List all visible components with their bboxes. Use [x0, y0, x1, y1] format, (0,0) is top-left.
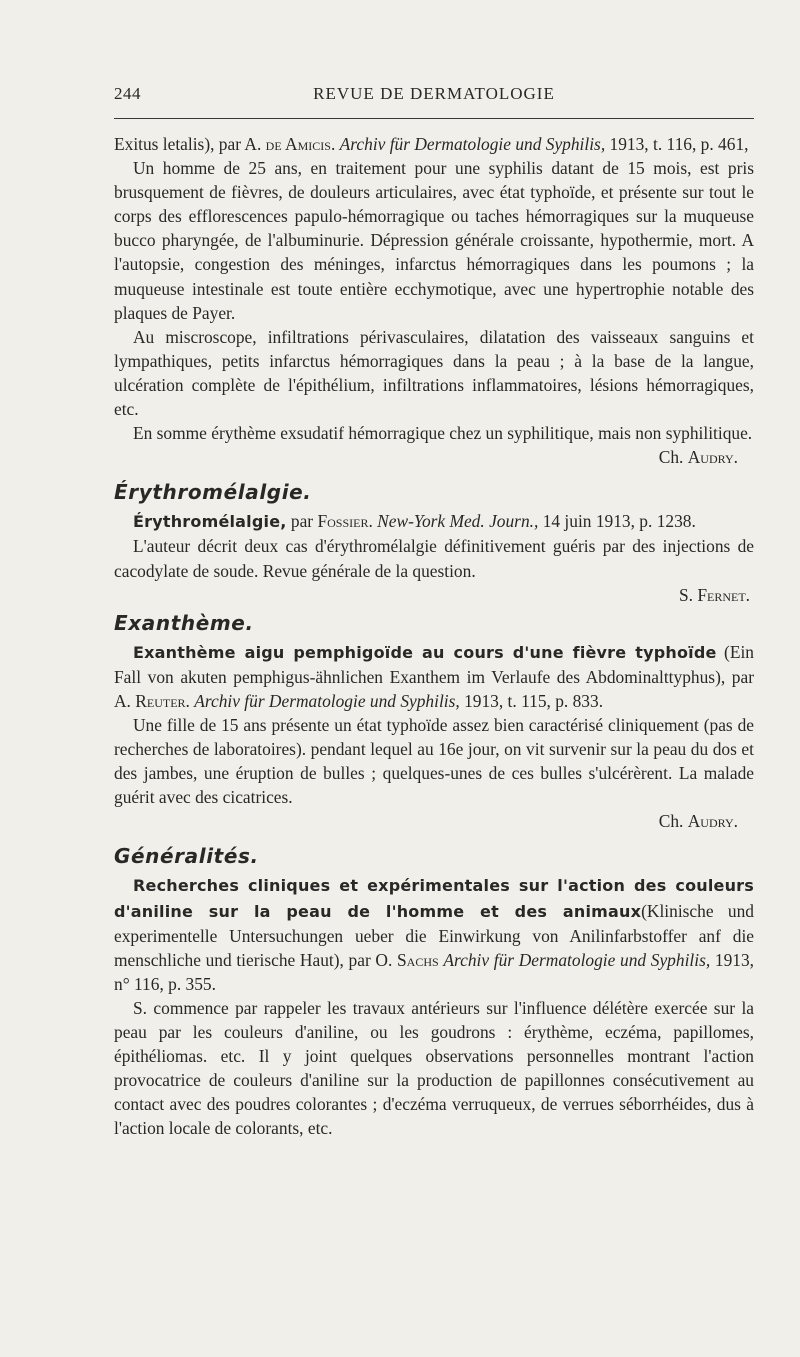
author-name: Sachs — [397, 949, 439, 970]
journal-name: New-York Med. Journ., — [377, 511, 539, 532]
article-title: Recherches cliniques et expérimentales sur l'action des couleurs d'aniline sur la peau de l'homme et des animaux — [114, 876, 754, 921]
author-name: de Amicis — [265, 134, 331, 154]
journal-name: Archiv für Dermatologie und Syphilis, — [194, 690, 460, 711]
article-reference: Exitus letalis), par A. de Amicis. Archiv für Dermatologie und Syphilis, 1913, t. 116, p. 461, — [114, 134, 749, 154]
article-reference: Exanthème aigu pemphigoïde au cours d'une fièvre typhoïde (Ein Fall von akuten pemphigus-ähnlichen Exanthem im Verlaufe des Abdominalttyphus), par A. Reuter. Archiv für Dermatologie und Syphilis, 1913, t. 115, p. 833. — [114, 641, 754, 711]
article-title: Exanthème aigu pemphigoïde au cours d'une fièvre typhoïde — [133, 642, 717, 662]
signature: Ch. Audry. — [658, 447, 738, 468]
section-heading: Généralités. — [114, 844, 259, 869]
paragraph: S. commence par rappeler les travaux antérieurs sur l'influence délétère exercée sur la peau par les couleurs d'aniline, ou les goudrons : érythème, eczéma, papillomes, épithéliomas. etc. Il y joint quelques observations personnelles montrant l'action provocatrice de couleurs d'aniline sur la production de papillonnes consécutivement au contact avec des poudres colorantes ; d'eczéma verruqueux, de verrues séborrhéides, dus à l'action locale de colorants, etc. — [114, 997, 754, 1139]
journal-name: Archiv für Dermatologie und Syphilis, — [339, 134, 606, 154]
section-heading: Exanthème. — [114, 610, 254, 635]
journal-name: Archiv für Dermatologie und Syphilis, — [443, 949, 711, 970]
header-rule — [114, 118, 754, 119]
article-title: Érythromélalgie, — [133, 512, 287, 532]
paragraph: Une fille de 15 ans présente un état typhoïde assez bien caractérisé cliniquement (pas de recherches de laboratoires). pendant lequel au 16e jour, on vit survenir sur la peau du dos et des jambes, une éruption de bulles ; quelques-unes de ces bulles s'ulcérèrent. La malade guérit avec des cicatrices. — [114, 714, 754, 808]
running-header — [114, 84, 754, 110]
section-heading: Érythromélalgie. — [114, 480, 312, 505]
author-name: Fossier — [317, 511, 369, 532]
paragraph: Un homme de 25 ans, en traitement pour une syphilis datant de 15 mois, est pris brusquement de fièvres, de douleurs articulaires, avec état typhoïde, et présente sur tout le corps des efflorescences papulo-hémorragique ou taches hémorragiques sur la muqueuse bucco pharyngée, de l'albuminurie. Dépression générale croissante, hypothermie, mort. A l'autopsie, congestion des méninges, infarctus hémorragiques dans les poumons ; la muqueuse intestinale est toute entière ecchymotique, avec une hypertrophie notable des plaques de Payer. — [114, 158, 754, 323]
signature: S. Fernet. — [678, 584, 750, 605]
paragraph: L'auteur décrit deux cas d'érythromélalgie définitivement guéris par des injections de cacodylate de soude. Revue générale de la question. — [114, 536, 754, 581]
journal-title: REVUE DE DERMATOLOGIE — [313, 84, 555, 103]
signature: Ch. Audry. — [658, 811, 738, 832]
page-number: 244 — [114, 84, 141, 103]
article-reference: Recherches cliniques et expérimentales sur l'action des couleurs d'aniline sur la peau de l'homme et des animaux(Klinische und experimentelle Untersuchungen ueber die Einwirkung von Anilinfarbstoffer anf die menschliche und tierische Haut), par O. Sachs Archiv für Dermatologie und Syphilis, 1913, n° 116, p. 355. — [114, 876, 755, 994]
page-body — [114, 132, 754, 1140]
author-name: Reuter — [135, 690, 186, 711]
paragraph: Au miscroscope, infiltrations périvasculaires, dilatation des vaisseaux sanguins et lympathiques, petits infarctus hémorragiques dans la peau ; à la base de la langue, ulcération complète de l'épithélium, infiltrations inflammatoires, lésions hémorragiques, etc. — [114, 326, 754, 420]
article-reference: Érythromélalgie, par Fossier. New-York Med. Journ., 14 juin 1913, p. 1238. — [133, 511, 696, 532]
paragraph: En somme érythème exsudatif hémorragique chez un syphilitique, mais non syphilitique. — [133, 423, 753, 444]
